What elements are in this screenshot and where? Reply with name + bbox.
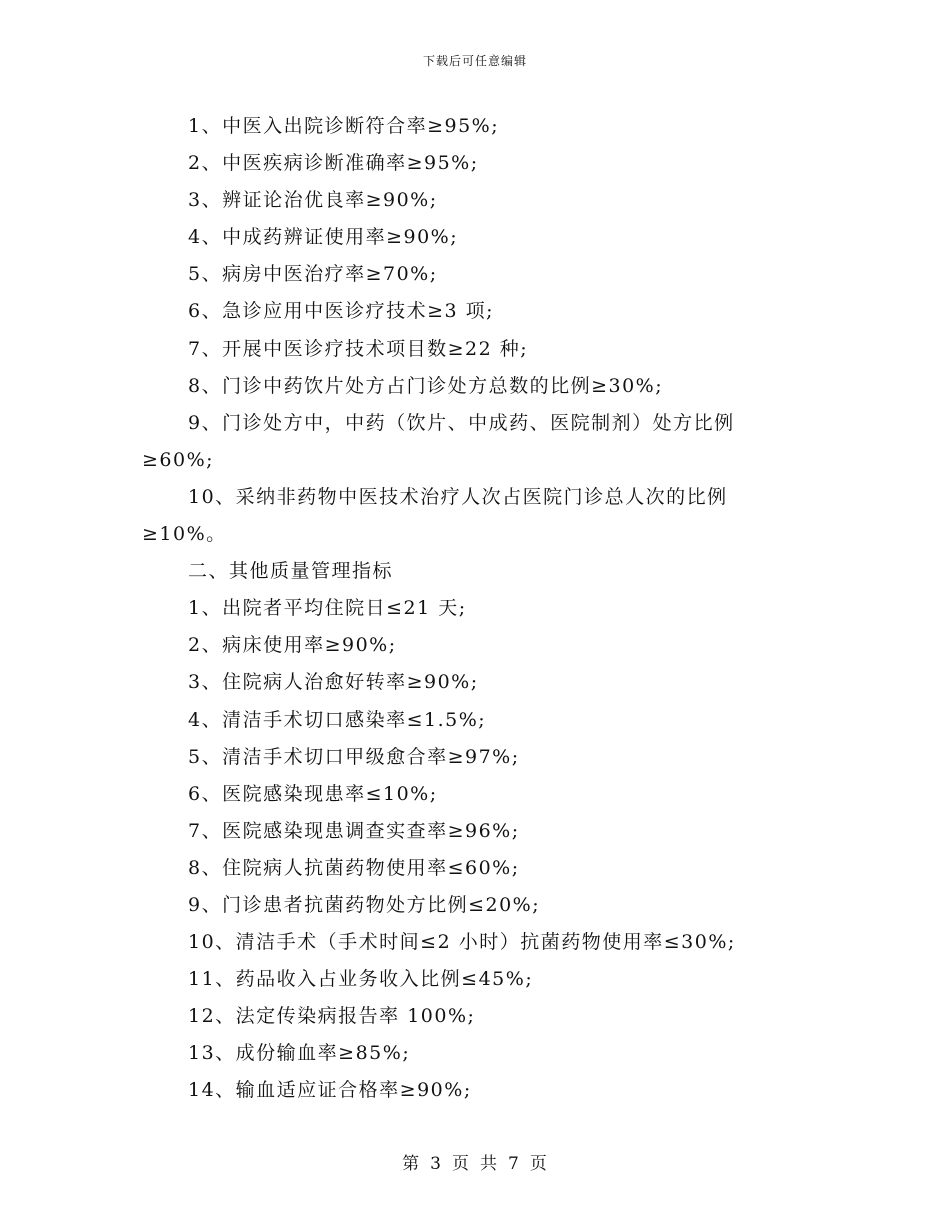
text-line: 8、门诊中药饮片处方占门诊处方总数的比例≥30%; xyxy=(188,374,664,397)
footer-page-word: 页 xyxy=(452,1154,470,1174)
footer-total-pages: 7 xyxy=(508,1154,520,1174)
text-line: 10、清洁手术（手术时间≤2 小时）抗菌药物使用率≤30%; xyxy=(188,931,736,954)
footer-current-page: 3 xyxy=(430,1154,442,1174)
footer-total-word: 共 xyxy=(480,1154,498,1174)
page-footer xyxy=(0,1152,950,1176)
text-line: 2、病床使用率≥90%; xyxy=(188,634,397,657)
text-line: 1、出院者平均住院日≤21 天; xyxy=(188,597,467,620)
text-line: 4、清洁手术切口感染率≤1.5%; xyxy=(188,708,487,731)
text-line: 9、门诊患者抗菌药物处方比例≤20%; xyxy=(188,893,541,916)
text-line: 6、医院感染现患率≤10%; xyxy=(188,782,438,805)
page-header: 下载后可任意编辑 xyxy=(422,54,527,68)
text-line: 11、药品收入占业务收入比例≤45%; xyxy=(188,968,534,991)
text-line: 3、住院病人治愈好转率≥90%; xyxy=(188,671,479,694)
text-line: 10、采纳非药物中医技术治疗人次占医院门诊总人次的比例 xyxy=(188,485,728,508)
text-line: 9、门诊处方中，中药（饮片、中成药、医院制剂）处方比例 xyxy=(188,411,735,434)
text-line: 1、中医入出院诊断符合率≥95%; xyxy=(188,115,500,137)
text-line: 5、病房中医治疗率≥70%; xyxy=(188,263,438,286)
text-line: 4、中成药辨证使用率≥90%; xyxy=(188,226,459,249)
text-line: 7、开展中医诊疗技术项目数≥22 种; xyxy=(188,337,529,360)
text-line: ≥10%。 xyxy=(142,523,227,546)
text-line: 5、清洁手术切口甲级愈合率≥97%; xyxy=(188,745,520,768)
text-line: 2、中医疾病诊断准确率≥95%; xyxy=(188,152,479,175)
text-line: ≥60%; xyxy=(142,448,215,471)
text-line: 7、医院感染现患调查实查率≥96%; xyxy=(188,819,520,842)
text-line: 二、其他质量管理指标 xyxy=(188,560,394,583)
text-line: 3、辨证论治优良率≥90%; xyxy=(188,189,438,212)
text-line: 8、住院病人抗菌药物使用率≤60%; xyxy=(188,856,520,879)
text-line: 12、法定传染病报告率 100%; xyxy=(188,1005,476,1028)
text-line: 14、输血适应证合格率≥90%; xyxy=(188,1079,472,1102)
document-body xyxy=(142,108,782,1110)
text-line: 13、成份输血率≥85%; xyxy=(188,1042,411,1065)
footer-prefix: 第 xyxy=(402,1154,421,1174)
footer-suffix: 页 xyxy=(529,1154,548,1174)
text-line: 6、急诊应用中医诊疗技术≥3 项; xyxy=(188,300,495,323)
